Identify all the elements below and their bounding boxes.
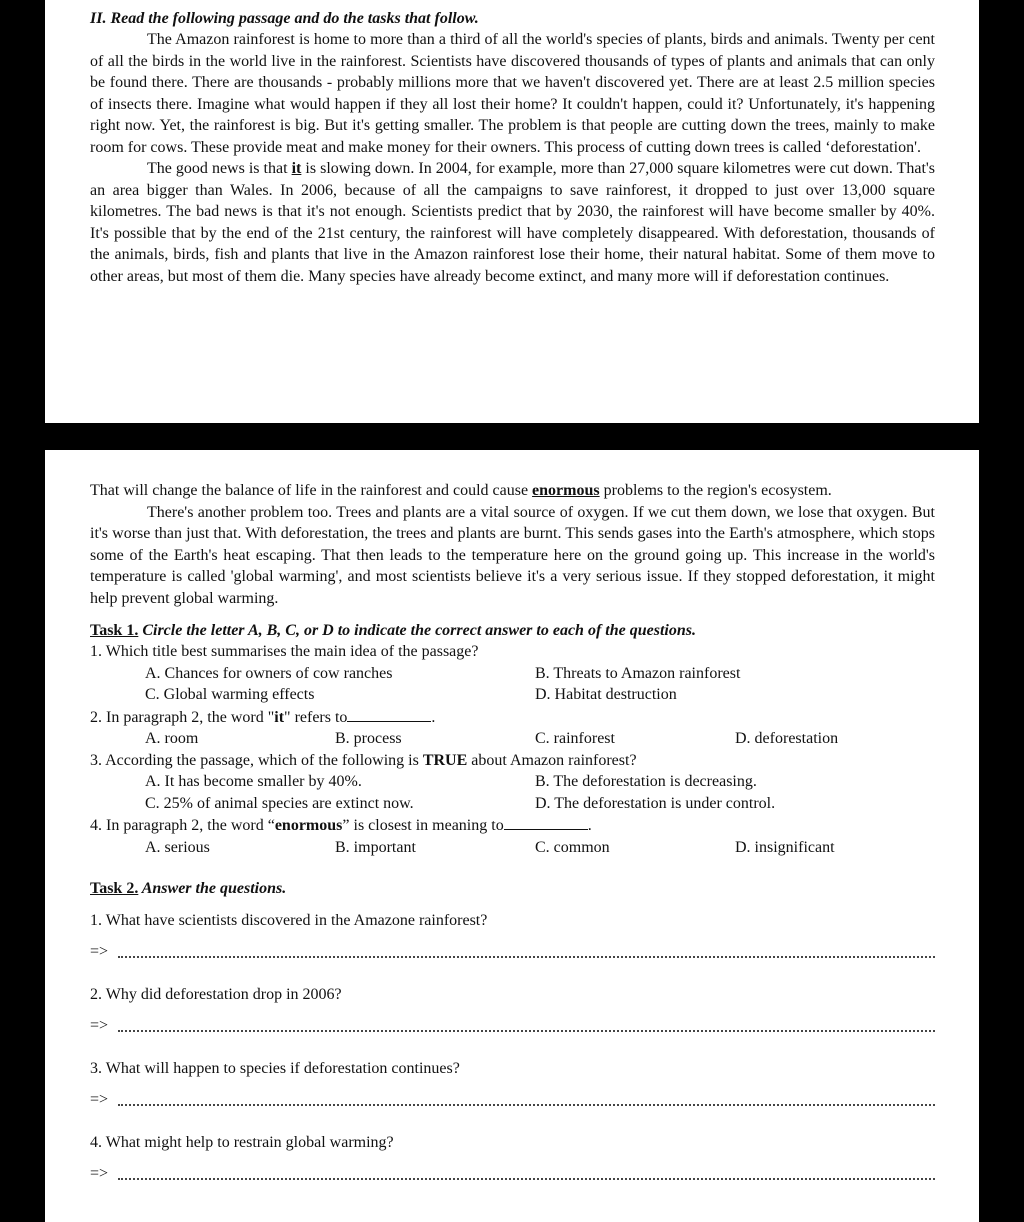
option-b[interactable]: B. Threats to Amazon rainforest <box>535 664 741 682</box>
option-a[interactable]: A. serious <box>145 838 210 856</box>
task2-instruction: Answer the questions. <box>138 880 287 897</box>
dotted-answer-line[interactable] <box>118 1166 935 1180</box>
option-d[interactable]: D. insignificant <box>735 838 835 856</box>
passage-paragraph-2 <box>90 158 935 287</box>
passage-paragraph-1: The Amazon rainforest is home to more than a third of all the world's species of plants, birds and animals. Twenty per cent of all the birds in the world live in the rainforest. Scientists have discovered thousands of types of plants and animals that can only be found there. There are thousands - probably millions more that we haven't discovered yet. There are at least 2.5 million species of insects there. Imagine what would happen if they all lost their home? It couldn't happen, could it? Unfortunately, it's happening right now. Yet, the rainforest is big. But it's getting smaller. The problem is that people are cutting down the trees, mainly to make room for cows. These provide meat and make money for their owners. This process of cutting down trees is called ‘deforestation'. <box>90 31 935 156</box>
question-2 <box>90 706 935 729</box>
text-run: 2. In paragraph 2, the word " <box>90 708 275 726</box>
passage-paragraph-3 <box>90 480 935 502</box>
option-d[interactable]: D. deforestation <box>735 730 839 747</box>
option-d[interactable]: D. Habitat destruction <box>535 686 677 703</box>
word-it-highlight: it <box>291 160 302 177</box>
bold-word: it <box>274 708 285 726</box>
task2-question-1: 1. What have scientists discovered in the Amazone rainforest? <box>90 912 488 929</box>
arrow-label: => <box>90 1165 109 1182</box>
dotted-answer-line[interactable] <box>118 1018 935 1032</box>
answer-blank[interactable] <box>347 706 431 722</box>
task2-label: Task 2. <box>90 880 139 897</box>
answer-line-3[interactable] <box>90 1089 935 1110</box>
task2-question-3: 3. What will happen to species if deforestation continues? <box>90 1060 460 1077</box>
word-enormous-highlight: enormous <box>532 482 600 499</box>
question-4 <box>90 814 935 837</box>
text-run: about Amazon rainforest? <box>467 751 637 769</box>
bold-word: enormous <box>274 817 343 834</box>
arrow-label: => <box>90 1017 109 1034</box>
task1-instruction: Circle the letter A, B, C, or D to indicate the correct answer to each of the questions. <box>138 622 696 639</box>
task2-question-2: 2. Why did deforestation drop in 2006? <box>90 986 342 1003</box>
arrow-label: => <box>90 1091 109 1108</box>
dotted-answer-line[interactable] <box>118 1092 935 1106</box>
text-run: 4. In paragraph 2, the word “ <box>90 817 275 834</box>
page-bottom <box>45 450 979 1222</box>
bold-word: TRUE <box>422 751 468 769</box>
option-c[interactable]: C. common <box>535 838 610 856</box>
option-c[interactable]: C. 25% of animal species are extinct now. <box>145 794 414 812</box>
task1-label: Task 1. <box>90 622 139 639</box>
task2-question-4: 4. What might help to restrain global warming? <box>90 1134 394 1151</box>
option-c[interactable]: C. rainforest <box>535 730 615 747</box>
page-top <box>45 0 979 423</box>
question-1: 1. Which title best summarises the main idea of the passage? <box>90 643 479 660</box>
question-3 <box>90 750 935 772</box>
text-run: 3. According the passage, which of the following is <box>90 751 423 769</box>
answer-line-2[interactable] <box>90 1015 935 1036</box>
dotted-answer-line[interactable] <box>118 944 935 958</box>
option-a[interactable]: A. Chances for owners of cow ranches <box>145 664 393 682</box>
text-run: . <box>587 817 592 834</box>
text-run: ” is closest in meaning to <box>342 817 504 834</box>
text-run: problems to the region's ecosystem. <box>599 482 832 499</box>
option-c[interactable]: C. Global warming effects <box>145 686 315 703</box>
option-d[interactable]: D. The deforestation is under control. <box>535 794 776 812</box>
answer-line-4[interactable] <box>90 1163 935 1184</box>
text-run: That will change the balance of life in the rainforest and could cause <box>90 482 533 499</box>
task1-title <box>90 620 935 641</box>
answer-line-1[interactable] <box>90 941 935 962</box>
answer-blank[interactable] <box>504 814 588 830</box>
option-b[interactable]: B. process <box>335 730 402 747</box>
task2-title <box>90 878 935 899</box>
text-run: is slowing down. In 2004, for example, more than 27,000 square kilometres were cut down. That's an area bigger than Wales. In 2006, because of all the campaigns to save rainforest, it dropped to just over 13,000 square kilometres. The bad news is that it's not enough. Scientists predict that by 2030, the rainforest will have become smaller by 40%. It's possible that by the end of the 21st century, the rainforest will have completely disappeared. With deforestation, thousands of the animals, birds, fish and plants that live in the Amazon rainforest lose their home, their natural habitat. Some of them move to other areas, but most of them die. Many species have already become extinct, and many more will if deforestation continues. <box>90 160 936 285</box>
question-3-options <box>90 771 935 814</box>
option-a[interactable]: A. room <box>145 730 199 747</box>
arrow-label: => <box>90 943 109 960</box>
text-run: The good news is that <box>147 160 292 177</box>
passage-paragraph-4: There's another problem too. Trees and plants are a vital source of oxygen. If we cut them down, we lose that oxygen. But it's worse than just that. With deforestation, the trees and plants are burnt. This sends gases into the Earth's atmosphere, which stops some of the Earth's heat escaping. That then leads to the temperature here on the ground going up. This increase in the world's temperature is called 'global warming', and most scientists believe it's a very serious issue. If they stopped deforestation, it might help prevent global warming. <box>90 503 935 607</box>
text-run: " refers to <box>284 708 348 726</box>
question-4-options <box>90 837 935 859</box>
question-2-options <box>90 728 935 750</box>
option-a[interactable]: A. It has become smaller by 40%. <box>145 773 362 790</box>
option-b[interactable]: B. The deforestation is decreasing. <box>535 773 757 790</box>
text-run: . <box>431 708 436 726</box>
question-1-options <box>90 663 935 706</box>
option-b[interactable]: B. important <box>335 838 416 856</box>
section-heading: II. Read the following passage and do the tasks that follow. <box>90 10 479 27</box>
